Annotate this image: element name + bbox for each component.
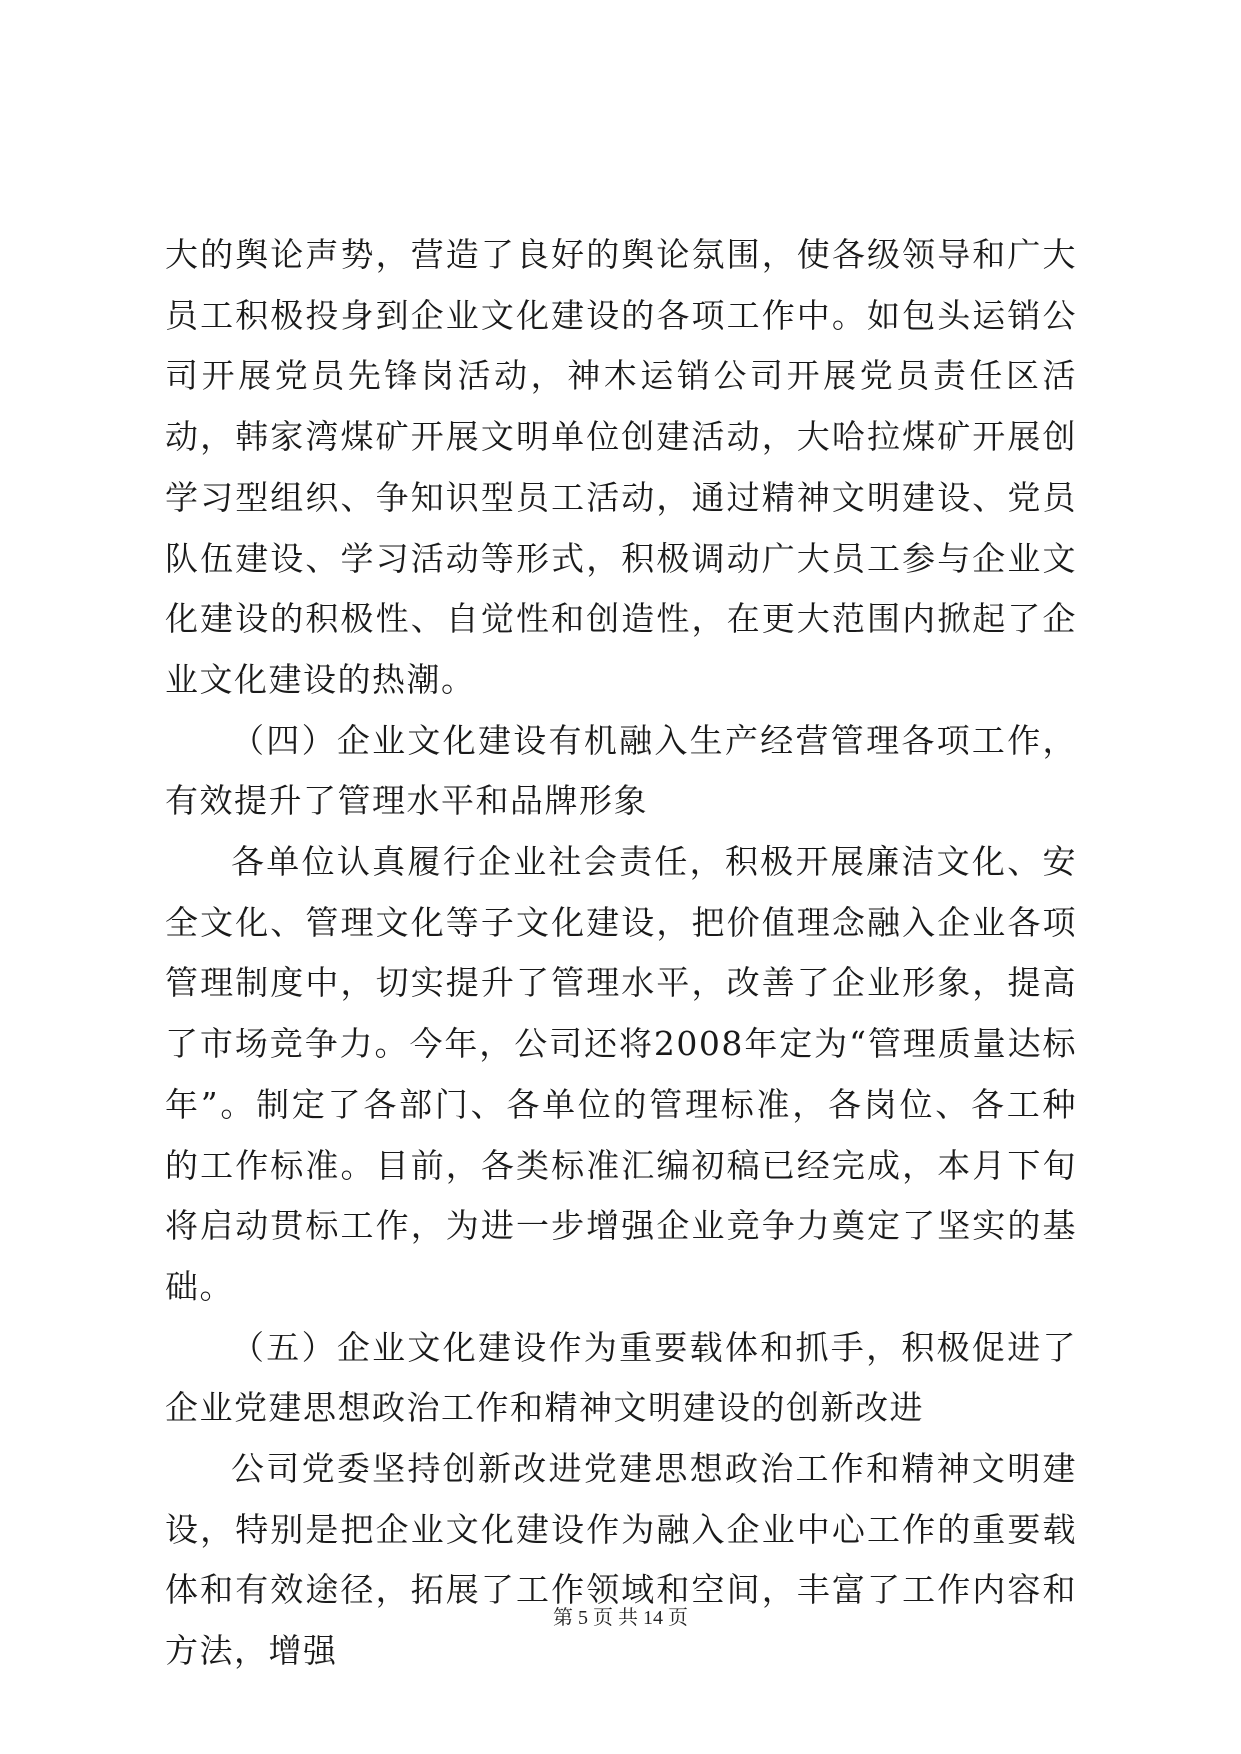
- section-heading-four: （四）企业文化建设有机融入生产经营管理各项工作，有效提升了管理水平和品牌形象: [165, 720, 1077, 821]
- paragraph-continuation: 大的舆论声势，营造了良好的舆论氛围，使各级领导和广大员工积极投身到企业文化建设的各项工作中。如包头运销公司开展党员先锋岗活动，神木运销公司开展党员责任区活动，韩家湾煤矿开展文明单位创建活动，大哈拉煤矿开展创学习型组织、争知识型员工活动，通过精神文明建设、党员队伍建设、学习活动等形式，积极调动广大员工参与企业文化建设的积极性、自觉性和创造性，在更大范围内掀起了企业文化建设的热潮。: [165, 235, 1077, 699]
- document-body: [165, 225, 1077, 1682]
- page-footer: 第 5 页 共 14 页: [553, 1607, 688, 1629]
- paragraph-party-committee: 公司党委坚持创新改进党建思想政治工作和精神文明建设，特别是把企业文化建设作为融入企业中心工作的重要载体和有效途径，拓展了工作领域和空间，丰富了工作内容和方法，增强: [165, 1449, 1077, 1671]
- section-heading-five: （五）企业文化建设作为重要载体和抓手，积极促进了企业党建思想政治工作和精神文明建设的创新改进: [165, 1327, 1077, 1428]
- paragraph-management: 各单位认真履行企业社会责任，积极开展廉洁文化、安全文化、管理文化等子文化建设，把价值理念融入企业各项管理制度中，切实提升了管理水平，改善了企业形象，提高了市场竞争力。今年，公司还将2008年定为“管理质量达标年”。制定了各部门、各单位的管理标准，各岗位、各工种的工作标准。目前，各类标准汇编初稿已经完成，本月下旬将启动贯标工作，为进一步增强企业竞争力奠定了坚实的基础。: [165, 842, 1077, 1306]
